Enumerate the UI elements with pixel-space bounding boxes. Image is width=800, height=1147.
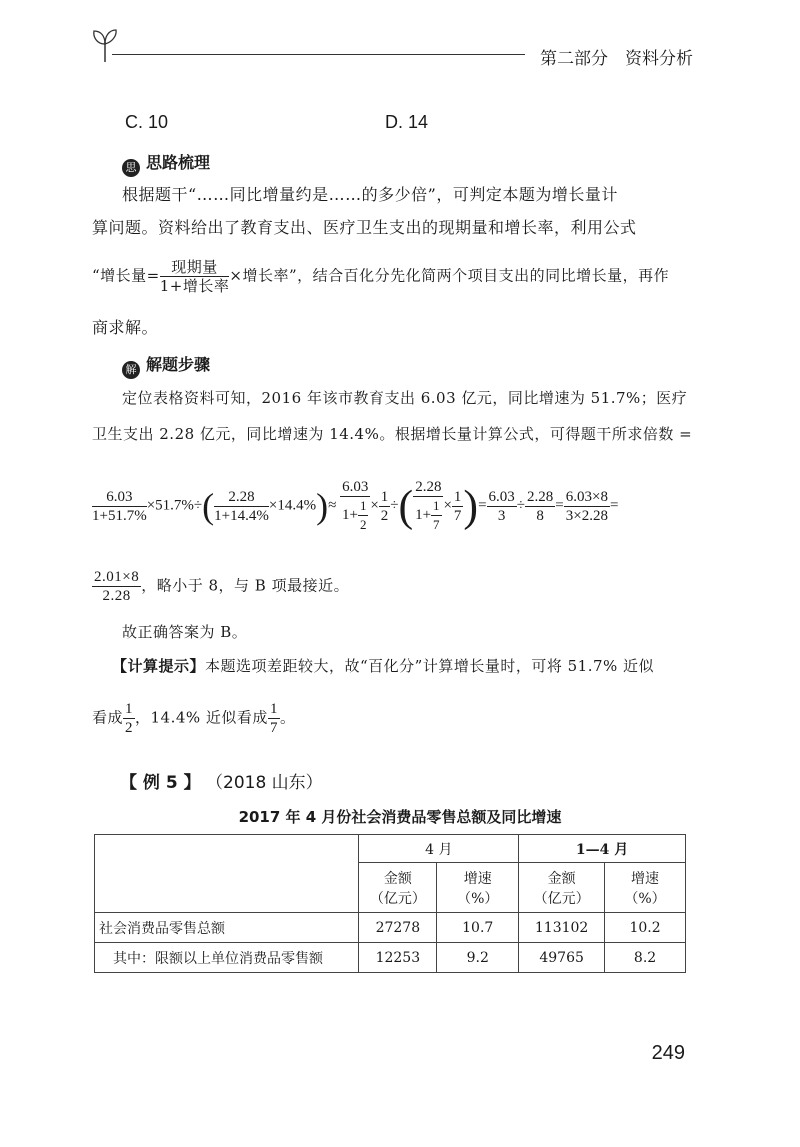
example-heading [120, 768, 323, 793]
row-label: 社会消费品零售总额 [95, 913, 359, 943]
col-unit: （亿元） [369, 890, 426, 907]
example-label: 【 例 5 】 [120, 773, 201, 793]
eq-div: ÷ [516, 497, 526, 514]
tip2-end: 。 [279, 708, 296, 727]
section-title: 思路梳理 [146, 153, 211, 172]
cell: 49765 [519, 943, 605, 973]
den: 7 [433, 517, 440, 532]
table-row [95, 913, 686, 943]
approach-line-4: 商求解。 [92, 318, 159, 337]
header-rule [112, 54, 525, 55]
num: 1 [269, 701, 278, 717]
eq-frac-4 [413, 478, 443, 534]
example-source: （2018 山东） [206, 773, 323, 793]
main-equation [92, 478, 618, 534]
col-unit: （%） [624, 890, 666, 907]
num: 2.28 [214, 488, 269, 507]
col-amount-1 [359, 863, 437, 913]
den: 2 [380, 507, 389, 524]
steps-line-1: 定位表格资料可知，2016 年该市教育支出 6.03 亿元，同比增速为 51.7%；医疗 [122, 389, 688, 407]
cell: 113102 [519, 913, 605, 943]
eq-frac-6 [525, 488, 555, 525]
col-growth-2 [605, 863, 686, 913]
eq-approx: ≈ [328, 497, 337, 514]
cell: 10.7 [437, 913, 519, 943]
col-label: 增速 [463, 870, 492, 887]
den: 7 [453, 507, 462, 524]
num: 6.03 [92, 488, 147, 507]
sub-frac [358, 497, 369, 534]
eq-equals: = [609, 497, 619, 514]
approach-line-2: 算问题。资料给出了教育支出、医疗卫生支出的现期量和增长率，利用公式 [92, 218, 637, 237]
den: 2.28 [102, 588, 131, 604]
fraction-numerator: 现期量 [160, 258, 230, 277]
table-title: 2017 年 4 月份社会消费品零售总额及同比增速 [238, 808, 562, 826]
num: 1 [431, 497, 442, 516]
eq-text: ×14.4% [268, 497, 317, 514]
table-corner-cell [95, 835, 359, 913]
tip2-frac-1 [123, 700, 135, 737]
num: 1 [125, 701, 134, 717]
table-row [95, 943, 686, 973]
eq-frac-half [379, 488, 391, 525]
fraction-denominator: 1+增长率 [159, 277, 230, 295]
eq-equals: = [478, 497, 487, 514]
tip2-mid: ，14.4% 近似看成 [135, 708, 268, 727]
answer-line: 故正确答案为 B。 [122, 623, 248, 641]
section-approach-heading [122, 150, 210, 177]
tip-label: 【计算提示】 [112, 657, 206, 675]
cell: 9.2 [437, 943, 519, 973]
paren-close: ) [316, 486, 329, 526]
data-table [94, 834, 686, 973]
den: 3 [497, 507, 506, 524]
eq-frac-seventh [452, 488, 464, 525]
approach-formula-line [92, 258, 669, 295]
row-label: 其中：限额以上单位消费品零售额 [95, 943, 359, 973]
paren-open: ( [202, 486, 215, 526]
result-text: ，略小于 8，与 B 项最接近。 [141, 576, 350, 595]
tip-line-2 [92, 700, 295, 737]
sub-frac [431, 497, 442, 534]
sprout-icon [92, 28, 118, 62]
paren-close: ) [463, 481, 479, 531]
eq-times: × [443, 497, 452, 514]
num: 6.03 [342, 479, 369, 495]
section-steps-heading [122, 352, 210, 379]
period-header-2: 1—4 月 [519, 835, 686, 863]
col-growth-1 [437, 863, 519, 913]
tip-line [112, 656, 654, 676]
eq-div: ÷ [390, 497, 399, 514]
period-header-1: 4 月 [359, 835, 519, 863]
formula-fraction [160, 258, 230, 295]
num: 2.01×8 [94, 569, 140, 585]
eq-frac-2 [214, 488, 269, 525]
den [413, 497, 443, 534]
den: 1+51.7% [92, 507, 147, 524]
col-label: 增速 [631, 870, 660, 887]
eq-frac-3 [340, 478, 370, 534]
steps-badge-icon: 解 [122, 361, 140, 379]
section-title: 解题步骤 [146, 355, 211, 374]
cell: 8.2 [605, 943, 686, 973]
den: 7 [269, 720, 278, 736]
option-c: C. 10 [125, 112, 169, 132]
eq-frac-7 [564, 488, 610, 525]
tip-text: 本题选项差距较大，故“百化分”计算增长量时，可将 51.7% 近似 [205, 657, 655, 675]
den: 2 [125, 720, 134, 736]
eq-equals: = [555, 497, 564, 514]
num: 2.28 [415, 479, 442, 495]
den: 2 [359, 517, 367, 532]
num: 6.03 [488, 488, 515, 505]
den: 1+14.4% [214, 507, 269, 524]
eq-text: ×51.7%÷ [146, 497, 203, 514]
paren-open: ( [398, 481, 414, 531]
cell: 10.2 [605, 913, 686, 943]
formula-suffix: ×增长率”，结合百化分先化简两个项目支出的同比增长量，再作 [229, 266, 670, 285]
result-fraction [92, 568, 141, 605]
approach-badge-icon: 思 [122, 159, 140, 177]
den: 8 [536, 507, 544, 524]
tip2-pre: 看成 [92, 708, 124, 727]
formula-prefix: “增长量= [92, 266, 160, 285]
den-prefix: 1+ [341, 506, 358, 523]
col-unit: （%） [457, 890, 499, 907]
col-unit: （亿元） [533, 890, 590, 907]
tip2-frac-2 [268, 700, 280, 737]
eq-times: × [370, 497, 379, 514]
approach-line-1: 根据题干“……同比增量约是……的多少倍”，可判定本题为增长量计 [122, 185, 618, 204]
num: 6.03×8 [565, 488, 608, 505]
page-number: 249 [651, 1042, 685, 1064]
den: 3×2.28 [565, 507, 608, 524]
cell: 27278 [359, 913, 437, 943]
num: 1 [358, 497, 369, 516]
eq-frac-5 [487, 488, 517, 525]
num: 1 [453, 488, 462, 505]
cell: 12253 [359, 943, 437, 973]
option-d: D. 14 [385, 112, 429, 132]
table-header-row [95, 835, 686, 863]
header-title: 第二部分 资料分析 [540, 49, 693, 69]
col-amount-2 [519, 863, 605, 913]
col-label: 金额 [547, 870, 576, 887]
den [340, 497, 370, 534]
col-label: 金额 [383, 870, 412, 887]
steps-line-2: 卫生支出 2.28 亿元，同比增速为 14.4%。根据增长量计算公式，可得题干所求倍数 = [92, 425, 693, 443]
den-prefix: 1+ [415, 506, 432, 523]
eq-frac-1 [92, 488, 147, 525]
num: 1 [380, 488, 389, 505]
result-line [92, 568, 349, 605]
num: 2.28 [527, 488, 554, 505]
